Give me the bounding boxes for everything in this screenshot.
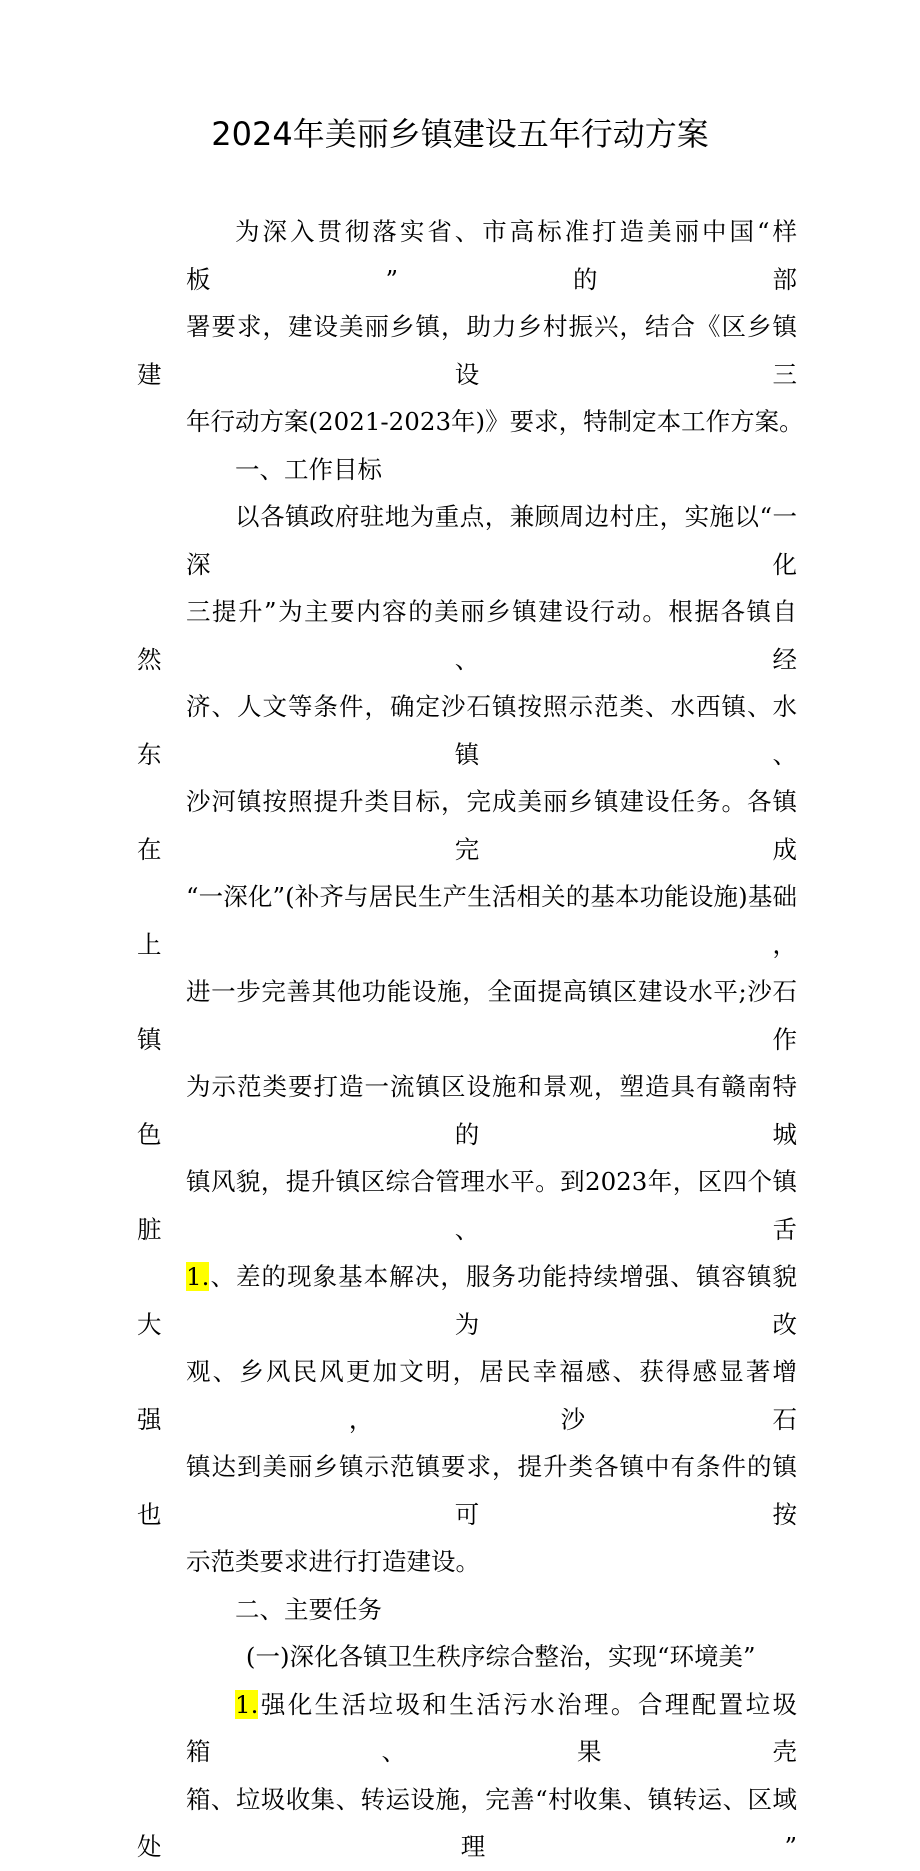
subheading-text: (一)深化各镇卫生秩序综合整治，实现“环境美” bbox=[245, 1642, 756, 1671]
text-line: 镇达到美丽乡镇示范镇要求，提升类各镇中有条件的镇也可按 bbox=[137, 1452, 797, 1529]
text-line: 进一步完善其他功能设施，全面提高镇区建设水平;沙石镇作 bbox=[137, 977, 797, 1054]
text-line: 镇风貌，提升镇区综合管理水平。到2023年，区四个镇脏、舌 bbox=[137, 1167, 797, 1244]
text-line: 为示范类要打造一流镇区设施和景观，塑造具有赣南特色的城 bbox=[137, 1072, 797, 1149]
text-line-rest: 强化生活垃圾和生活污水治理。合理配置垃圾箱、果壳 bbox=[186, 1689, 797, 1766]
text-line: 为深入贯彻落实省、市高标准打造美丽中国“样板”的部 bbox=[186, 217, 797, 294]
text-line: 沙河镇按照提升类目标，完成美丽乡镇建设任务。各镇在完成 bbox=[137, 787, 797, 864]
heading-text: 一、工作目标 bbox=[235, 454, 382, 484]
intro-paragraph bbox=[137, 208, 804, 446]
text-line: 济、人文等条件，确定沙石镇按照示范类、水西镇、水东镇、 bbox=[137, 692, 797, 769]
text-line: 以各镇政府驻地为重点，兼顾周边村庄，实施以“一深化 bbox=[186, 502, 797, 579]
document-body bbox=[137, 208, 804, 1871]
item1-paragraph bbox=[137, 1681, 797, 1871]
heading-text: 二、主要任务 bbox=[235, 1594, 382, 1624]
highlighted-list-marker: 1. bbox=[186, 1262, 210, 1291]
highlighted-list-marker: 1. bbox=[235, 1689, 259, 1719]
text-line-with-marker bbox=[137, 1681, 797, 1776]
text-line: 署要求，建设美丽乡镇，助力乡村振兴，结合《区乡镇建设三 bbox=[137, 312, 797, 389]
subsection-heading-environment bbox=[137, 1633, 797, 1681]
text-line: 示范类要求进行打造建设。 bbox=[186, 1547, 480, 1576]
text-line: “一深化”(补齐与居民生产生活相关的基本功能设施)基础上， bbox=[137, 882, 797, 959]
document-title: 2024年美丽乡镇建设五年行动方案 bbox=[211, 115, 709, 153]
text-line: 箱、垃圾收集、转运设施，完善“村收集、镇转运、区域处理” bbox=[137, 1784, 797, 1861]
section-heading-tasks bbox=[137, 1586, 797, 1634]
section-heading-goals bbox=[137, 446, 797, 494]
text-line-rest: 、差的现象基本解决，服务功能持续增强、镇容镇貌大为改 bbox=[137, 1262, 797, 1339]
goals-paragraph bbox=[137, 493, 797, 1586]
text-line: 年行动方案(2021-2023年)》要求，特制定本工作方案。 bbox=[186, 407, 804, 436]
text-line: 三提升”为主要内容的美丽乡镇建设行动。根据各镇自然、经 bbox=[137, 597, 797, 674]
text-line: 观、乡风民风更加文明，居民幸福感、获得感显著增强，沙石 bbox=[137, 1357, 797, 1434]
